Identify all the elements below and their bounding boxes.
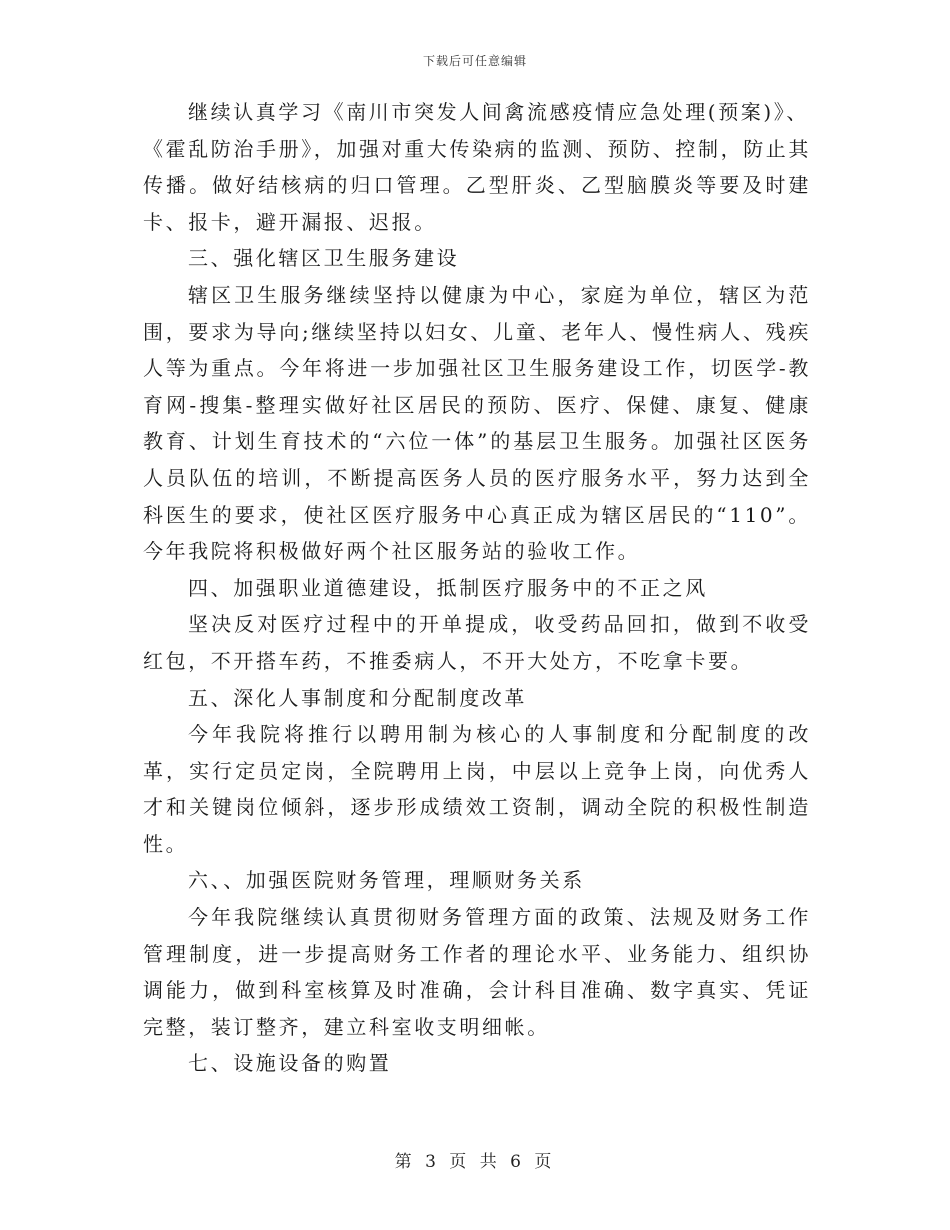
document-body [143,94,811,1082]
section-heading-6: 六、、加强医院财务管理，理顺财务关系 [188,868,585,893]
section-heading-7: 七、设施设备的购置 [188,1051,392,1076]
paragraph-5: 坚决反对医疗过程中的开单提成，收受药品回扣，做到不收受红包，不开搭车药，不推委病人，不开大处方，不吃拿卡要。 [143,612,811,673]
section-heading-5: 五、深化人事制度和分配制度改革 [188,685,527,710]
section-heading-3: 三、强化辖区卫生服务建设 [188,246,460,271]
section-heading-4: 四、加强职业道德建设，抵制医疗服务中的不正之风 [188,575,708,600]
paragraph-1: 继续认真学习《南川市突发人间禽流感疫情应急处理(预案)》、 《霍乱防治手册》，加强对重大传染病的监测、预防、控制，防止其传播。做好结核病的归口管理。乙型肝炎、乙型脑膜炎等要及时建卡、报卡，避开漏报、迟报。 [143,100,811,234]
page-number-footer: 第 3 页 共 6 页 [394,1152,556,1172]
page-header: 下载后可任意编辑 [422,54,527,68]
paragraph-9: 今年我院继续认真贯彻财务管理方面的政策、法规及财务工作管理制度，进一步提高财务工作者的理论水平、业务能力、组织协调能力，做到科室核算及时准确，会计科目准确、数字真实、凭证完整，装订整齐，建立科室收支明细帐。 [143,905,811,1039]
paragraph-3: 辖区卫生服务继续坚持以健康为中心，家庭为单位，辖区为范围，要求为导向;继续坚持以妇女、儿童、老年人、慢性病人、残疾人等为重点。今年将进一步加强社区卫生服务建设工作，切医学-教育网-搜集-整理实做好社区居民的预防、医疗、保健、康复、健康教育、计划生育技术的“六位一体”的基层卫生服务。加强社区医务人员队伍的培训，不断提高医务人员的医疗服务水平，努力达到全科医生的要求，使社区医疗服务中心真正成为辖区居民的“110”。今年我院将积极做好两个社区服务站的验收工作。 [143,282,811,564]
paragraph-7: 今年我院将推行以聘用制为核心的人事制度和分配制度的改革，实行定员定岗，全院聘用上岗，中层以上竞争上岗，向优秀人才和关键岗位倾斜，逐步形成绩效工资制，调动全院的积极性制造性。 [143,722,811,856]
